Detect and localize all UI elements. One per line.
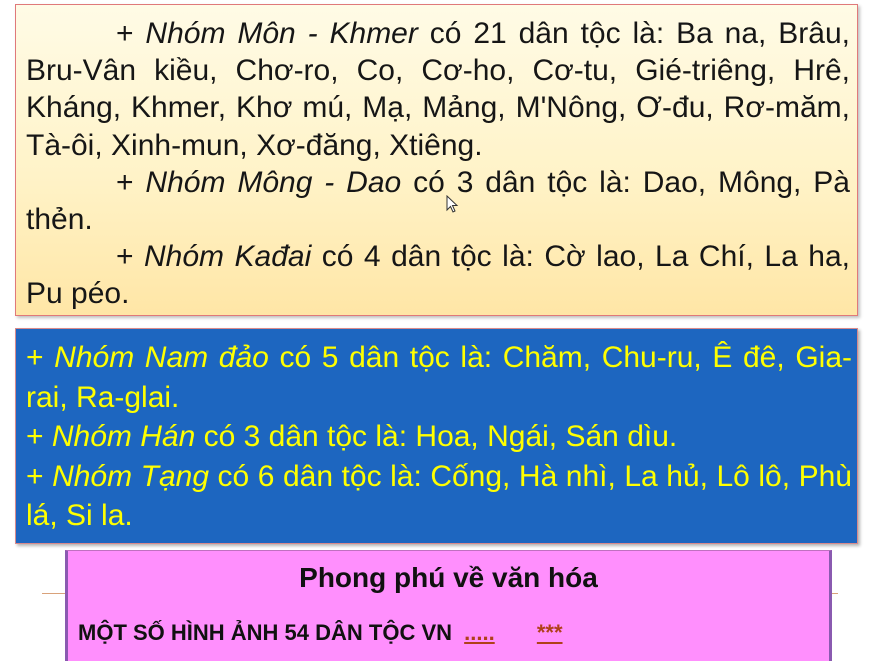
group-kadai-paragraph: + Nhóm Kađai có 4 dân tộc là: Cờ lao, La Chí, La ha, Pu péo. [26, 240, 850, 311]
group-mong-dao-label: Nhóm Mông - Dao [145, 165, 402, 199]
group-tang-label: Nhóm Tạng [52, 459, 209, 493]
group-han-label: Nhóm Hán [51, 420, 196, 453]
culture-title: Phong phú về văn hóa [299, 562, 598, 593]
group-nam-dao-label: Nhóm Nam đảo [54, 341, 269, 374]
group-mon-khmer-paragraph: + Nhóm Môn - Khmer có 21 dân tộc là: Ba na, Brâu, Bru-Vân kiều, Chơ-ro, Co, Cơ-ho, Cơ-tu, Gié-triêng, Hrê, Kháng, Khmer, Khơ mú, Mạ, Mảng, M'Nông, Ơ-đu, Rơ-măm, Tà-ôi, Xinh-mun, Xơ-đăng, Xtiêng. [26, 17, 850, 162]
group-mong-dao-text: có 3 dân tộc là: Dao, Mông, Pà thẻn. [26, 165, 850, 237]
dots-link[interactable]: ..... [464, 620, 495, 645]
mouse-pointer-icon [446, 195, 460, 215]
culture-subtitle [78, 620, 563, 646]
stars-link[interactable]: *** [536, 620, 563, 645]
group-han-text: có 3 dân tộc là: Hoa, Ngái, Sán dìu. [195, 420, 678, 453]
group-kadai-label: Nhóm Kađai [144, 240, 312, 274]
group-mong-dao-paragraph: + Nhóm Mông - Dao có 3 dân tộc là: Dao, Mông, Pà thẻn. [26, 165, 850, 237]
group-han-paragraph: + Nhóm Hán có 3 dân tộc là: Hoa, Ngái, Sán dìu. [26, 420, 678, 453]
group-kadai-text: có 4 dân tộc là: Cờ lao, La Chí, La ha, Pu péo. [26, 240, 850, 311]
group-mon-khmer-label: Nhóm Môn - Khmer [145, 17, 418, 50]
ethnic-groups-textbox-top [15, 4, 858, 316]
group-mon-khmer-text: có 21 dân tộc là: Ba na, Brâu, Bru-Vân kiều, Chơ-ro, Co, Cơ-ho, Cơ-tu, Gié-triêng, Hrê, Kháng, Khmer, Khơ mú, Mạ, Mảng, M'Nông, Ơ-đu, Rơ-măm, Tà-ôi, Xinh-mun, Xơ-đăng, Xtiêng. [26, 17, 850, 162]
group-tang-paragraph: + Nhóm Tạng có 6 dân tộc là: Cống, Hà nhì, La hủ, Lô lô, Phù lá, Si la. [26, 459, 852, 532]
group-nam-dao-paragraph: + Nhóm Nam đảo có 5 dân tộc là: Chăm, Chu-ru, Ê đê, Gia-rai, Ra-glai. [26, 341, 852, 414]
blue-textbox-content [26, 338, 852, 536]
ethnic-groups-textbox-blue [15, 328, 858, 544]
group-nam-dao-text: có 5 dân tộc là: Chăm, Chu-ru, Ê đê, Gia-rai, Ra-glai. [26, 341, 852, 414]
subtitle-text: MỘT SỐ HÌNH ẢNH 54 DÂN TỘC VN [78, 620, 453, 645]
top-textbox-content [26, 15, 850, 313]
group-tang-text: có 6 dân tộc là: Cống, Hà nhì, La hủ, Lô lô, Phù lá, Si la. [26, 459, 852, 532]
